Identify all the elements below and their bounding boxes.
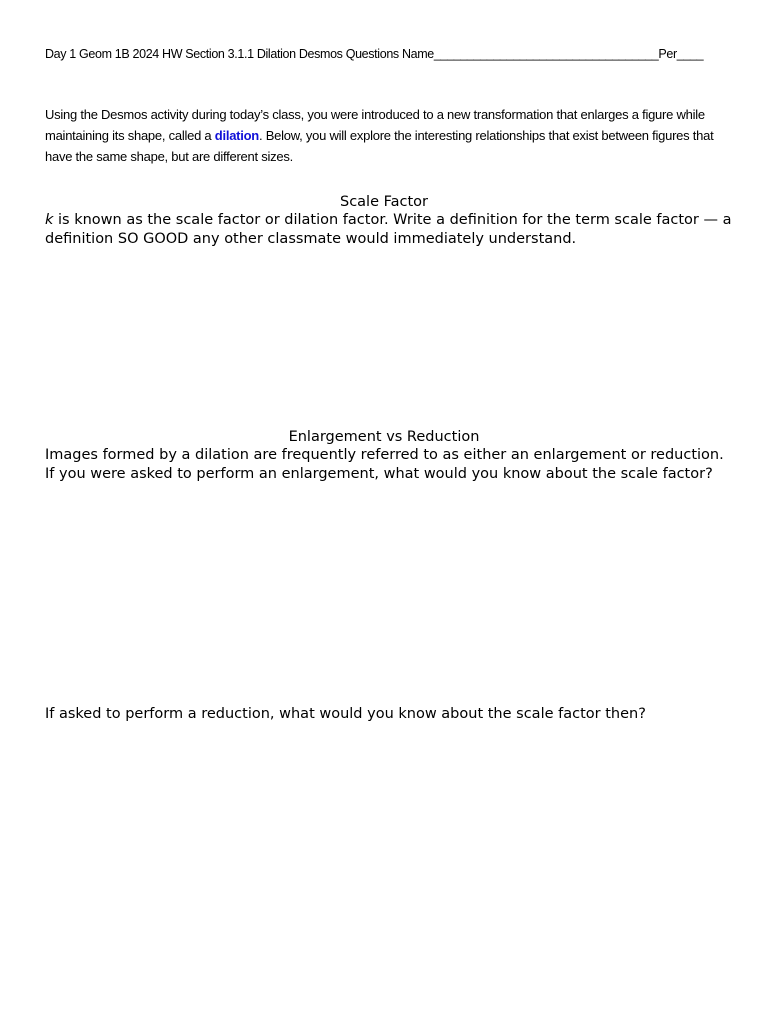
name-label: Name xyxy=(401,47,434,61)
enlargement-reduction-heading: Enlargement vs Reduction xyxy=(288,429,480,445)
dilation-term: dilation xyxy=(214,128,259,143)
period-label: Per xyxy=(658,47,677,61)
enlargement-question: Images formed by a dilation are frequently referred to as either an enlargement or reduction. If you were asked to perform an enlargement, what would you know about the scale factor? xyxy=(45,447,724,482)
worksheet-title: Day 1 Geom 1B 2024 HW Section 3.1.1 Dilation Desmos Questions xyxy=(45,47,399,61)
period-blank: ____ xyxy=(676,47,704,61)
reduction-question: If asked to perform a reduction, what would you know about the scale factor then? xyxy=(45,706,646,722)
scale-factor-heading: Scale Factor xyxy=(339,194,428,210)
intro-paragraph xyxy=(45,104,735,167)
scale-factor-variable: k xyxy=(45,212,54,228)
intro-text-end: . Below, you will explore the interesting relationships that exist between figures that have the same shape, but are different sizes. xyxy=(45,128,714,164)
scale-factor-question xyxy=(45,211,735,248)
intro-text-start: Using the Desmos activity during today’s class, you were introduced to a new transformation that enlarges a figure while maintaining its shape, called a xyxy=(45,107,705,143)
scale-factor-question-text: is known as the scale factor or dilation factor. Write a definition for the term scale factor — a definition SO GOOD any other classmate would immediately understand. xyxy=(45,212,732,247)
name-blank: __________________________________ xyxy=(433,47,659,61)
header-line xyxy=(45,47,735,61)
